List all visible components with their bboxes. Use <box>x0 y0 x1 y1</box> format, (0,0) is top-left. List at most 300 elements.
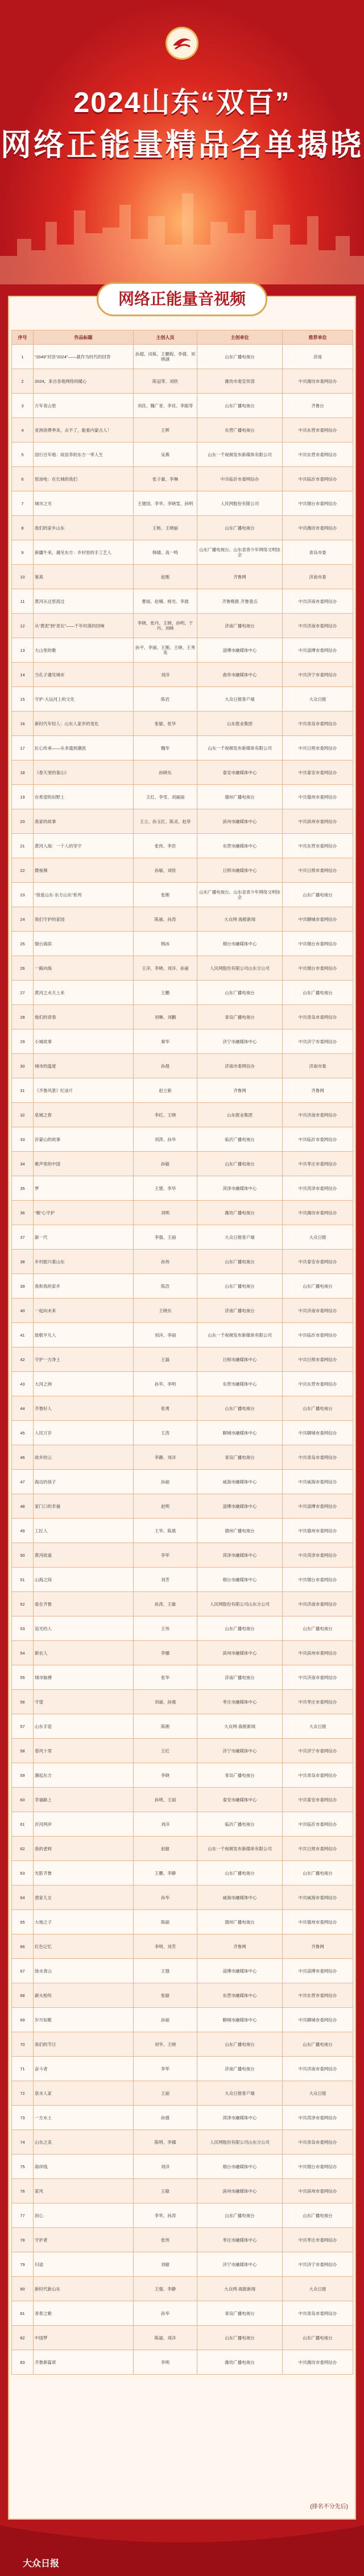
table-cell: 工匠人 <box>34 1519 134 1543</box>
table-cell: 东营市融媒体中心 <box>197 1983 283 2008</box>
table-cell: 山东手造 <box>34 1714 134 1739</box>
table-cell: 60 <box>12 1788 34 1812</box>
table-cell: 刘琳、刘鹏 <box>134 1005 197 1029</box>
table-cell: 春风十里 <box>34 1739 134 1763</box>
table-cell: 大山里的歌 <box>34 638 134 663</box>
table-cell: 歌声里的中国 <box>34 1152 134 1176</box>
table-cell: 淄博市融媒体中心 <box>197 638 283 663</box>
table-cell: 一方水土 <box>34 2106 134 2130</box>
table-cell: 中共淄博市委网信办 <box>283 638 353 663</box>
table-cell: 山东广播电视台 <box>197 516 283 540</box>
table-cell: 济南 <box>283 345 353 369</box>
table-cell: 家风 <box>34 2179 134 2203</box>
table-cell: 33 <box>12 1127 34 1152</box>
table-row <box>12 1347 353 1372</box>
winners-table <box>11 330 353 2375</box>
table-cell: 聊城市融媒体中心 <box>197 1421 283 1445</box>
table-cell: 王建、李华 <box>134 1176 197 1201</box>
table-cell: 齐鲁新篇章 <box>34 2350 134 2375</box>
table-cell: 山东广播电视台 <box>283 1274 353 1299</box>
table-cell: 赵刚 <box>134 565 197 589</box>
table-cell: 中共青岛市委网信办 <box>283 2130 353 2155</box>
table-cell: 中共淄博市委网信办 <box>283 1959 353 1983</box>
table-cell: 孙华、李明 <box>134 1372 197 1396</box>
table-cell: 张华 <box>134 1665 197 1690</box>
table-cell: 49 <box>12 1519 34 1543</box>
table-cell: 47 <box>12 1470 34 1494</box>
table-cell: 刘芳 <box>134 1568 197 1592</box>
table-cell: 人民网股份有限公司山东分公司 <box>197 2130 283 2155</box>
table-row <box>12 1127 353 1152</box>
table-row <box>12 1323 353 1347</box>
table-cell: 孙强 <box>134 2106 197 2130</box>
table-cell: 王红、李雪、刘丽丽 <box>134 785 197 809</box>
table-cell: 41 <box>12 1323 34 1347</box>
table-cell: 大众日报 <box>283 1714 353 1739</box>
table-row <box>12 1788 353 1812</box>
table-cell: 32 <box>12 1103 34 1127</box>
table-cell: 齐鲁网 <box>283 1078 353 1103</box>
table-cell: 人民万岁 <box>34 1421 134 1445</box>
table-cell: 65 <box>12 1910 34 1934</box>
table-cell: 刘洋、李丽 <box>134 1323 197 1347</box>
table-cell: 刘明 <box>134 1201 197 1225</box>
table-cell: 山东广播电视台 <box>283 981 353 1005</box>
table-cell: 孙晨 <box>134 1054 197 1078</box>
table-row <box>12 1690 353 1714</box>
table-cell: 孙丽 <box>134 1470 197 1494</box>
table-cell: 刘洋 <box>134 663 197 687</box>
footer-brand: 大众日报 <box>23 2559 60 2569</box>
table-row <box>12 2008 353 2032</box>
table-cell: 孙晓东 <box>134 760 197 785</box>
table-cell: 山东广播电视台、山东省青少年网络文明协会 <box>197 540 283 565</box>
table-cell: 潍坊市委宣传部 <box>197 369 283 394</box>
table-cell: 人民网股份有限公司山东分公司 <box>197 956 283 981</box>
table-cell: 红色记忆 <box>34 1934 134 1959</box>
table-row <box>12 1494 353 1519</box>
table-cell: 幸福路上 <box>34 1788 134 1812</box>
table-cell: 张伟、李岩 <box>134 834 197 858</box>
table-cell: 中共聊城市委网信办 <box>283 907 353 932</box>
table-cell: 18 <box>12 760 34 785</box>
table-cell: 我们守护的家园 <box>34 907 134 932</box>
table-cell: 山海之间 <box>34 1568 134 1592</box>
table-cell: 54 <box>12 1641 34 1665</box>
table-cell: 菏泽市融媒体中心 <box>197 2106 283 2130</box>
table-cell: 王洋、李晓、刘洋、孙丽 <box>134 956 197 981</box>
table-row <box>12 760 353 785</box>
table-cell: 山东一千视频发布新媒体有限公司 <box>197 736 283 760</box>
table-cell: 潮起东方 <box>34 1763 134 1788</box>
table-cell: 中共滨州市委网信办 <box>283 809 353 834</box>
table-cell: 12 <box>12 614 34 638</box>
table-cell: 42 <box>12 1347 34 1372</box>
table-cell: 68 <box>12 1983 34 2008</box>
table-cell: 我的老师 <box>34 1837 134 1861</box>
table-cell: 中国梦 <box>34 2326 134 2350</box>
table-cell: 当孔子遇见城市 <box>34 663 134 687</box>
table-cell: 王立、孙玉红、陈灵、赵菲 <box>134 809 197 834</box>
table-row <box>12 1176 353 1201</box>
table-cell: 山东广播电视台 <box>283 1861 353 1886</box>
table-cell: 亚洲消费季来，去不了，能看内蒙古人！ <box>34 418 134 443</box>
table-cell: 新一代 <box>34 1225 134 1250</box>
table-cell: 44 <box>12 1396 34 1421</box>
table-cell: 19 <box>12 785 34 809</box>
table-cell: 20 <box>12 809 34 834</box>
table-cell: 82 <box>12 2326 34 2350</box>
table-cell: 王伟 <box>134 1616 197 1641</box>
table-cell: 15 <box>12 687 34 712</box>
table-cell: 中共济南市委网信办 <box>283 1665 353 1690</box>
table-cell: 临沂广播电视台 <box>197 1812 283 1837</box>
table-cell: 中共东营市委网信办 <box>283 834 353 858</box>
table-cell: 3 <box>12 394 34 418</box>
city-skyline-icon <box>0 171 364 284</box>
table-cell: 79 <box>12 2252 34 2277</box>
table-cell: 34 <box>12 1152 34 1176</box>
table-cell: 韩冰 <box>134 932 197 956</box>
table-cell: 中共枣庄市委网信办 <box>283 2228 353 2252</box>
table-cell: 孙明、王丽 <box>134 1788 197 1812</box>
table-cell: 中共泰安市委网信办 <box>283 760 353 785</box>
table-row <box>12 1225 353 1250</box>
table-cell: 李明 <box>134 2350 197 2375</box>
table-cell: 赵明 <box>134 1494 197 1519</box>
table-cell: 一路向海 <box>34 956 134 981</box>
table-cell: 9 <box>12 540 34 565</box>
table-cell: 济南广播电视台 <box>197 1665 283 1690</box>
table-cell: 秦华 <box>134 1029 197 1054</box>
table-row <box>12 1837 353 1861</box>
table-cell: 山东广播电视台 <box>283 883 353 907</box>
table-cell: 中共临沂市委网信办 <box>197 467 283 491</box>
table-cell: 海边的孩子 <box>34 1470 134 1494</box>
table-cell: 中共临沂市委网信办 <box>283 1127 353 1152</box>
table-cell: 66 <box>12 1934 34 1959</box>
table-cell: 人民网股份有限公司 <box>197 491 283 516</box>
table-cell: 14 <box>12 663 34 687</box>
table-cell: 黄河入海：一个人的坚守 <box>34 834 134 858</box>
table-row <box>12 1470 353 1494</box>
table-cell: 东营市融媒体中心 <box>197 834 283 858</box>
table-row <box>12 1519 353 1543</box>
table-cell: 王丽 <box>134 2081 197 2106</box>
table-cell: 济南广播电视台 <box>197 2057 283 2081</box>
table-cell: 36 <box>12 1201 34 1225</box>
table-cell: 日照市融媒体中心 <box>197 858 283 883</box>
table-row <box>12 907 353 932</box>
table-row <box>12 1763 353 1788</box>
table-cell: 威海市融媒体中心 <box>197 1470 283 1494</box>
table-row <box>12 809 353 834</box>
table-cell: 山东报业集团 <box>197 1103 283 1127</box>
table-cell: 71 <box>12 2057 34 2081</box>
table-cell: 李娜 <box>134 1641 197 1665</box>
table-cell: 83 <box>12 2350 34 2375</box>
table-cell: 中共青岛市委网信办 <box>283 1763 353 1788</box>
table-row <box>12 2130 353 2155</box>
table-cell: 李静、刘洋 <box>134 1445 197 1470</box>
table-cell: 陈丽、孙涛 <box>134 907 197 932</box>
table-cell: 78 <box>12 2228 34 2252</box>
table-row <box>12 394 353 418</box>
table-cell: 26 <box>12 956 34 981</box>
table-row <box>12 345 353 369</box>
table-cell: 我和我的家乡 <box>34 1274 134 1299</box>
table-cell: 陈丽、刘洋 <box>134 2326 197 2350</box>
table-cell: 青岛广播电视台 <box>197 2301 283 2326</box>
table-cell: 孙平、李丽、王刚、王晓、王秀英 <box>134 638 197 663</box>
table-cell: 齐鲁网 <box>197 1078 283 1103</box>
table-cell: 45 <box>12 1421 34 1445</box>
table-cell: 滨州市融媒体中心 <box>197 2179 283 2203</box>
table-cell: 63 <box>12 1861 34 1886</box>
table-cell: 王强、李静 <box>134 2277 197 2301</box>
table-cell: 中共东营市委网信办 <box>283 443 353 467</box>
table-cell: 58 <box>12 1739 34 1763</box>
table-row <box>12 858 353 883</box>
table-cell: 28 <box>12 1005 34 1029</box>
table-row <box>12 565 353 589</box>
table-cell: 济宁市融媒体中心 <box>197 1739 283 1763</box>
table-row <box>12 2228 353 2252</box>
table-cell: 大众网·海报新闻 <box>197 2277 283 2301</box>
table-cell: 孙涛、王敏 <box>134 1592 197 1616</box>
table-cell: 新农人 <box>34 1641 134 1665</box>
table-cell: 山东广播电视台 <box>283 2326 353 2350</box>
table-cell: “2049”对话“2024”——就作为时代的回答 <box>34 345 134 369</box>
table-cell: 孙华 <box>134 1886 197 1910</box>
table-cell: 50 <box>12 1543 34 1568</box>
table-cell: 一起向未来 <box>34 1299 134 1323</box>
table-cell: 24 <box>12 907 34 932</box>
table-cell: 家门口的幸福 <box>34 1494 134 1519</box>
table-cell: 山东广播电视台 <box>197 2032 283 2057</box>
table-cell: 中共烟台市委网信办 <box>283 932 353 956</box>
table-cell: 烟台市融媒体中心 <box>197 932 283 956</box>
table-row <box>12 981 353 1005</box>
table-cell: 大河之洲 <box>34 1372 134 1396</box>
table-cell: 山东广播电视台 <box>283 1616 353 1641</box>
table-cell: 济南市委网信办 <box>197 1054 283 1078</box>
table-cell: 中共青岛市委网信办 <box>283 2301 353 2326</box>
table-row <box>12 614 353 638</box>
table-cell: 中共济宁市委网信办 <box>283 1029 353 1054</box>
table-cell: 潍坊广播电视台 <box>197 1201 283 1225</box>
table-cell: 67 <box>12 1959 34 1983</box>
table-row <box>12 1592 353 1616</box>
table-cell: 中共菏泽市委网信办 <box>283 1176 353 1201</box>
table-cell: 他们的青春 <box>34 1005 134 1029</box>
table-cell: 中共青岛市委网信办 <box>283 712 353 736</box>
table-cell: 李明、刘芳 <box>134 1934 197 1959</box>
table-cell: 中共青岛市委网信办 <box>283 1005 353 1029</box>
table-cell: 山东广播电视台 <box>197 981 283 1005</box>
table-cell: 山东广播电视台 <box>197 345 283 369</box>
table-row <box>12 1861 353 1886</box>
table-cell: 梦 <box>34 1176 134 1201</box>
table-cell: 山东广播电视台 <box>283 2032 353 2057</box>
table-cell: 4 <box>12 418 34 443</box>
table-row <box>12 1396 353 1421</box>
table-cell: 中共日照市委网信办 <box>283 858 353 883</box>
table-cell: 光影齐鲁 <box>34 1861 134 1886</box>
table-cell: “我爱山东·东方山东”系列 <box>34 883 134 907</box>
table-cell: 致敬平凡人 <box>34 1323 134 1347</box>
table-cell: 德州广播电视台 <box>197 1910 283 1934</box>
table-cell: 大众日报客户端 <box>197 1225 283 1250</box>
table-cell: 人民网股份有限公司山东分公司 <box>197 1592 283 1616</box>
table-cell: 泰安市融媒体中心 <box>197 760 283 785</box>
table-cell: 济宁市融媒体中心 <box>197 2252 283 2277</box>
table-cell: 大众日报 <box>283 2081 353 2106</box>
table-cell: 王涛 <box>134 1421 197 1445</box>
table-cell: 张刚 <box>134 883 197 907</box>
table-cell: 故乡的云 <box>34 1445 134 1470</box>
table-cell: 中共德州市委网信办 <box>283 1910 353 1934</box>
table-cell: 中共泰安市委网信办 <box>283 1250 353 1274</box>
table-cell: 齐鲁网 <box>283 1934 353 1959</box>
table-row <box>12 1910 353 1934</box>
header-banner <box>0 0 364 284</box>
table-cell: 21 <box>12 834 34 858</box>
table-cell: 27 <box>12 981 34 1005</box>
table-row <box>12 1616 353 1641</box>
table-cell: 山东广播电视台 <box>197 1616 283 1641</box>
table-row <box>12 1812 353 1837</box>
table-cell: 李晓、张丹、王晓、孙明、于丹、刘峰 <box>134 614 197 638</box>
table-cell: 山东报业集团 <box>197 712 283 736</box>
table-cell: 1 <box>12 345 34 369</box>
table-cell: 大地之子 <box>34 1910 134 1934</box>
table-cell: 泰安市融媒体中心 <box>197 1788 283 1812</box>
table-cell: 23 <box>12 883 34 907</box>
table-row <box>12 1543 353 1568</box>
table-cell: 6 <box>12 467 34 491</box>
table-row <box>12 1005 353 1029</box>
table-cell: 中共枣庄市委网信办 <box>283 1152 353 1176</box>
table-cell: 李强、王丽 <box>134 1225 197 1250</box>
table-cell: 威海市融媒体中心 <box>197 1886 283 1910</box>
table-row <box>12 2081 353 2106</box>
table-cell: 孙华 <box>134 2301 197 2326</box>
table-cell: 中共菏泽市委网信办 <box>283 2106 353 2130</box>
table-cell: 爱在齐鲁 <box>34 1592 134 1616</box>
table-cell: 山东广播电视台 <box>197 2203 283 2228</box>
table-cell: 王辉 <box>134 418 197 443</box>
table-cell: 张敏 <box>134 1983 197 2008</box>
table-cell: 滨州市融媒体中心 <box>197 809 283 834</box>
table-cell: 69 <box>12 2008 34 2032</box>
table-cell: 38 <box>12 1250 34 1274</box>
table-cell: 山东一千视频发布新媒体有限公司 <box>197 443 283 467</box>
table-cell: 王敏 <box>134 2179 197 2203</box>
table-cell: 29 <box>12 1029 34 1054</box>
table-row <box>12 1568 353 1592</box>
page-title-line1: 2024山东“双百” <box>73 86 291 118</box>
table-cell: 张敏、张华 <box>134 712 197 736</box>
table-row <box>12 540 353 565</box>
column-header: 作品标题 <box>34 330 134 345</box>
table-cell: 城市脉搏 <box>34 1665 134 1690</box>
table-cell: 齐鲁台 <box>283 394 353 418</box>
table-cell: 曹丽、赵楠、杨光、李晨 <box>134 589 197 614</box>
table-cell: 陈丽 <box>134 1910 197 1934</box>
table-cell: 中共滨州市委网信办 <box>283 2179 353 2203</box>
table-cell: 2024，来自各地网络的暖心 <box>34 369 134 394</box>
table-cell: 韩婧、高一鸣 <box>134 540 197 565</box>
table-cell: 沂蒙山的故事 <box>34 1127 134 1152</box>
table-cell: 刘敏 <box>134 2252 197 2277</box>
table-cell: 守护·大运河上的文化 <box>34 687 134 712</box>
table-cell: 王红 <box>134 1739 197 1763</box>
table-cell: 鉴真 <box>34 565 134 589</box>
table-cell: 东营市融媒体中心 <box>197 1372 283 1396</box>
table-cell: 陈刚 <box>134 1714 197 1739</box>
column-header: 推荐单位 <box>283 330 353 345</box>
table-row <box>12 1445 353 1470</box>
table-cell: 济南广播电视台 <box>197 1299 283 1323</box>
table-cell: 22 <box>12 858 34 883</box>
table-cell: 在希望的田野上 <box>34 785 134 809</box>
table-cell: 临沂广播电视台 <box>197 1127 283 1152</box>
table-cell: 孙伟 <box>134 1250 197 1274</box>
table-cell: 中共德州市委网信办 <box>283 1519 353 1543</box>
table-cell: 中共泰安市委网信办 <box>283 1788 353 1812</box>
table-row <box>12 1029 353 1054</box>
table-cell: 中共日照市委网信办 <box>283 1837 353 1861</box>
table-cell: 31 <box>12 1078 34 1103</box>
table-cell: 74 <box>12 2130 34 2155</box>
table-cell: 东营广播电视台 <box>197 418 283 443</box>
table-cell: 潍坊广播电视台 <box>197 2350 283 2375</box>
table-cell: 中共菏泽市委网信办 <box>283 1543 353 1568</box>
table-cell: 李红、王晓 <box>134 1103 197 1127</box>
table-cell: 中共聊城市委网信办 <box>283 2008 353 2032</box>
table-cell: 山东广播电视台 <box>197 2326 283 2350</box>
table-cell: 48 <box>12 1494 34 1519</box>
table-cell: 黄河故道 <box>34 1543 134 1568</box>
table-cell: 李军 <box>134 1543 197 1568</box>
table-cell: 魏华 <box>134 736 197 760</box>
table-cell: 中共东营市委网信办 <box>283 1983 353 2008</box>
table-cell: 35 <box>12 1176 34 1201</box>
table-cell: 70 <box>12 2032 34 2057</box>
table-row <box>12 1078 353 1103</box>
table-row <box>12 1299 353 1323</box>
table-cell: 中共济宁市委网信办 <box>283 1739 353 1763</box>
table-row <box>12 663 353 687</box>
table-cell: 王晓东 <box>134 1299 197 1323</box>
table-cell: 孙敏 <box>134 1152 197 1176</box>
table-cell: 37 <box>12 1225 34 1250</box>
table-cell: 山东广播电视台 <box>197 1250 283 1274</box>
table-cell: 济南市委 <box>283 1054 353 1078</box>
table-cell: 中共威海市委网信办 <box>283 1886 353 1910</box>
table-cell: 43 <box>12 1372 34 1396</box>
table-row <box>12 2057 353 2081</box>
table-cell: 中共烟台市委网信办 <box>283 491 353 516</box>
table-cell: 中共济南市委网信办 <box>283 589 353 614</box>
table-row <box>12 1665 353 1690</box>
table-cell: 陈浩 <box>134 1274 197 1299</box>
table-row <box>12 1641 353 1665</box>
table-cell: 乡村振兴看山东 <box>34 1250 134 1274</box>
table-cell: 中共临沂市委网信办 <box>283 1812 353 1837</box>
column-header: 主创单位 <box>197 330 283 345</box>
